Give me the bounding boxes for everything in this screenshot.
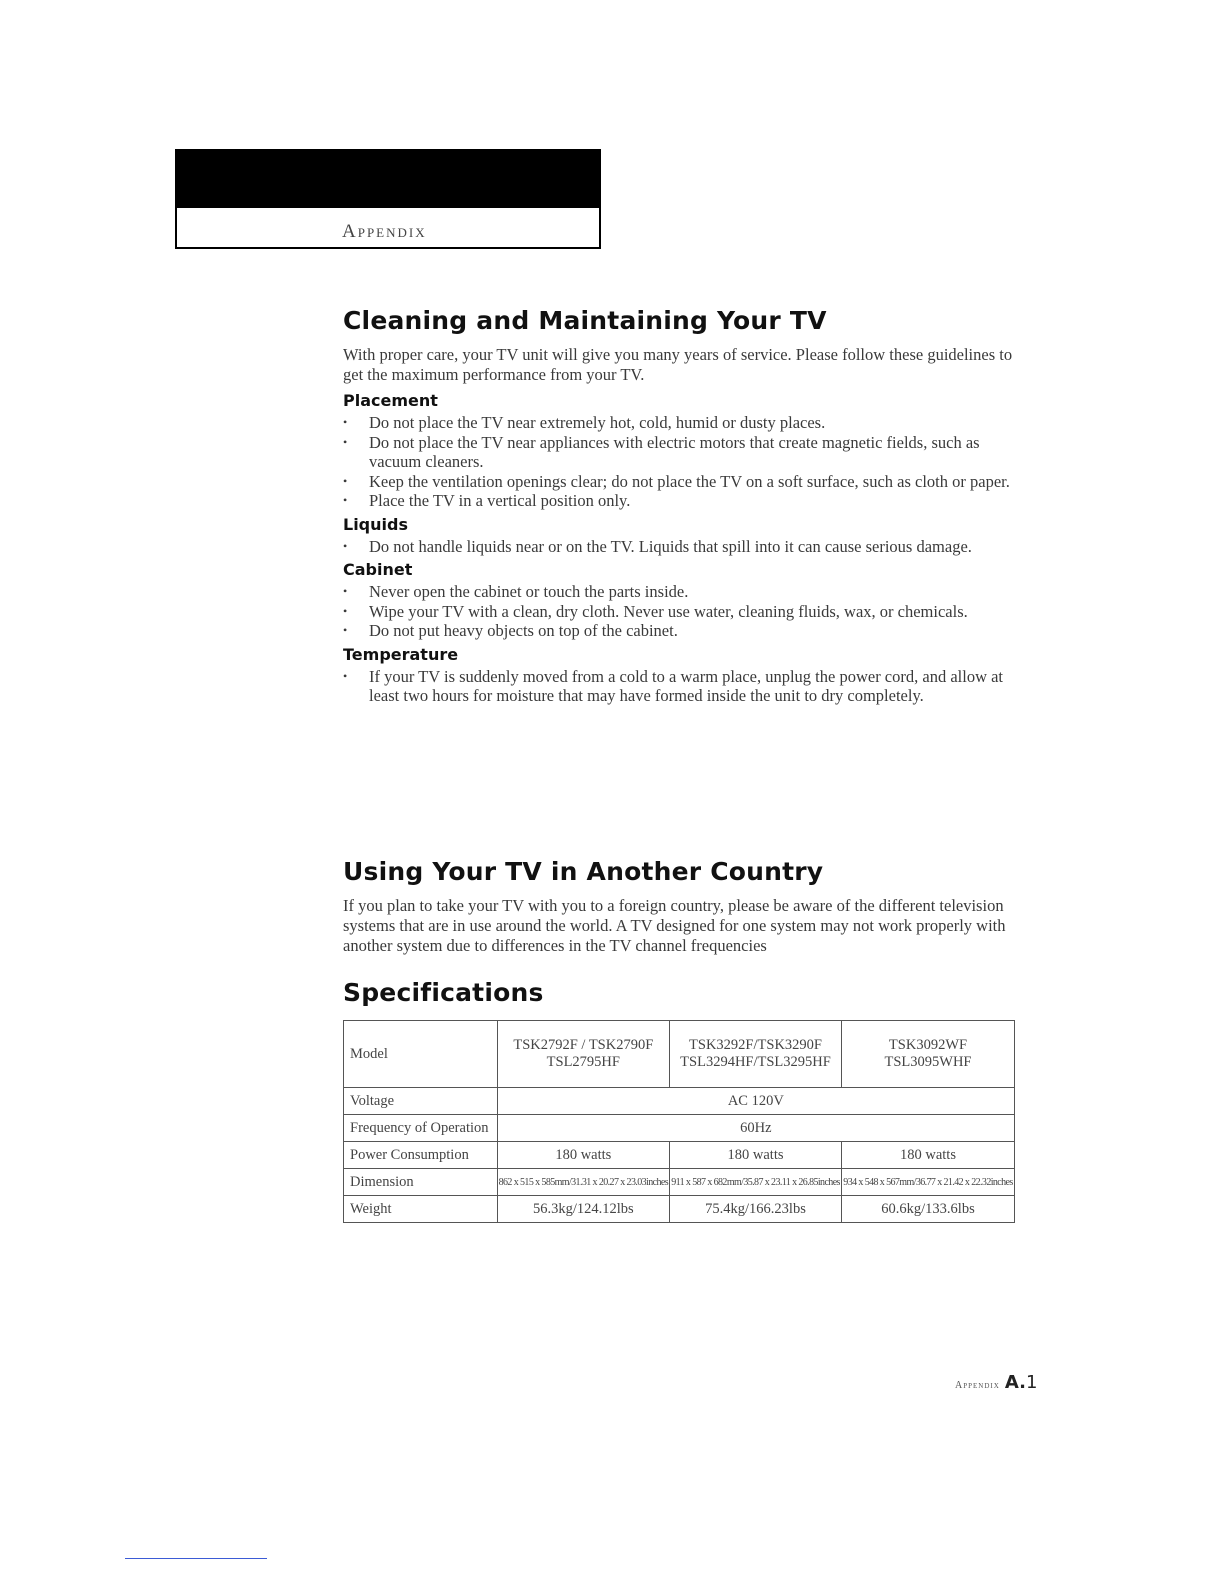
bullet-icon: •	[343, 415, 348, 429]
power-col2: 180 watts	[670, 1142, 842, 1169]
another-country-section	[343, 857, 1023, 962]
specifications-title: Specifications	[343, 978, 544, 1007]
table-row	[344, 1115, 1015, 1142]
power-col1: 180 watts	[497, 1142, 669, 1169]
frequency-value: 60Hz	[497, 1115, 1014, 1142]
cleaning-section	[343, 306, 1023, 706]
footer-section-label: Appendix	[955, 1380, 1000, 1391]
power-col3: 180 watts	[842, 1142, 1015, 1169]
frequency-label: Frequency of Operation	[344, 1115, 498, 1142]
placement-list	[343, 413, 1023, 511]
voltage-label: Voltage	[344, 1088, 498, 1115]
header-label: Appendix	[342, 221, 427, 242]
specifications-table	[343, 1020, 1015, 1223]
weight-col2: 75.4kg/166.23lbs	[670, 1196, 842, 1223]
liquids-heading: Liquids	[343, 514, 408, 534]
weight-col1: 56.3kg/124.12lbs	[497, 1196, 669, 1223]
list-item: • Wipe your TV with a clean, dry cloth. Never use water, cleaning fluids, wax, or chemicals.	[343, 601, 968, 621]
bullet-icon: •	[343, 473, 348, 488]
another-country-title: Using Your TV in Another Country	[343, 857, 824, 886]
cabinet-heading: Cabinet	[343, 560, 413, 579]
table-row	[344, 1088, 1015, 1115]
table-row	[344, 1021, 1015, 1088]
bullet-icon: •	[343, 434, 348, 449]
page-footer	[955, 1372, 1037, 1393]
appendix-header-box	[175, 149, 601, 249]
dimension-col1: 862 x 515 x 585mm/31.31 x 20.27 x 23.03inches	[497, 1169, 669, 1196]
placement-heading: Placement	[343, 391, 438, 410]
bullet-icon: •	[343, 603, 348, 618]
bullet-icon: •	[343, 623, 348, 637]
model-col2: TSK3292F/TSK3290F TSL3294HF/TSL3295HF	[670, 1021, 842, 1088]
bullet-icon: •	[343, 493, 348, 507]
voltage-value: AC 120V	[497, 1088, 1014, 1115]
cleaning-title: Cleaning and Maintaining Your TV	[343, 306, 827, 335]
footer-page-number: 1	[1025, 1372, 1038, 1393]
list-item: • Keep the ventilation openings clear; do not place the TV on a soft surface, such as cloth or paper.	[343, 471, 1010, 491]
bullet-icon: •	[343, 584, 348, 598]
bullet-icon: •	[343, 538, 348, 553]
list-item: • Do not handle liquids near or on the TV. Liquids that spill into it can cause serious damage.	[343, 536, 972, 556]
list-item: • Do not put heavy objects on top of the cabinet.	[343, 621, 678, 640]
model-col3: TSK3092WF TSL3095WHF	[842, 1021, 1015, 1088]
footer-page-prefix: A.	[1004, 1372, 1026, 1393]
table-row	[344, 1196, 1015, 1223]
temperature-heading: Temperature	[343, 644, 459, 664]
cabinet-list	[343, 582, 1023, 641]
model-label: Model	[344, 1021, 498, 1088]
list-item: • Do not place the TV near appliances with electric motors that create magnetic fields, such as vacuum cleaners.	[343, 432, 980, 471]
another-country-body: If you plan to take your TV with you to a foreign country, please be aware of the different television systems that are in use around the world. A TV designed for one system may not work properly with another system due to differences in the TV channel frequencies	[343, 896, 1006, 955]
liquids-list	[343, 537, 1023, 557]
weight-label: Weight	[344, 1196, 498, 1223]
list-item: • Never open the cabinet or touch the parts inside.	[343, 582, 689, 601]
temperature-list	[343, 667, 1023, 706]
model-col1: TSK2792F / TSK2790F TSL2795HF	[497, 1021, 669, 1088]
weight-col3: 60.6kg/133.6lbs	[842, 1196, 1015, 1223]
list-item: • Place the TV in a vertical position only.	[343, 491, 631, 510]
bottom-link-line	[125, 1558, 267, 1559]
cleaning-intro: With proper care, your TV unit will give you many years of service. Please follow these guidelines to get the maximum performance from your TV.	[343, 345, 1013, 384]
dimension-col3: 934 x 548 x 567mm/36.77 x 21.42 x 22.32inches	[842, 1169, 1015, 1196]
table-row	[344, 1142, 1015, 1169]
list-item: • Do not place the TV near extremely hot, cold, humid or dusty places.	[343, 413, 826, 432]
header-black-bar	[177, 151, 599, 208]
list-item: • If your TV is suddenly moved from a cold to a warm place, unplug the power cord, and allow at least two hours for moisture that may have formed inside the unit to dry completely.	[343, 666, 1004, 705]
dimension-label: Dimension	[344, 1169, 498, 1196]
table-row	[344, 1169, 1015, 1196]
dimension-col2: 911 x 587 x 682mm/35.87 x 23.11 x 26.85inches	[670, 1169, 842, 1196]
specifications-section	[343, 978, 1023, 1007]
power-label: Power Consumption	[344, 1142, 498, 1169]
bullet-icon: •	[343, 668, 348, 683]
